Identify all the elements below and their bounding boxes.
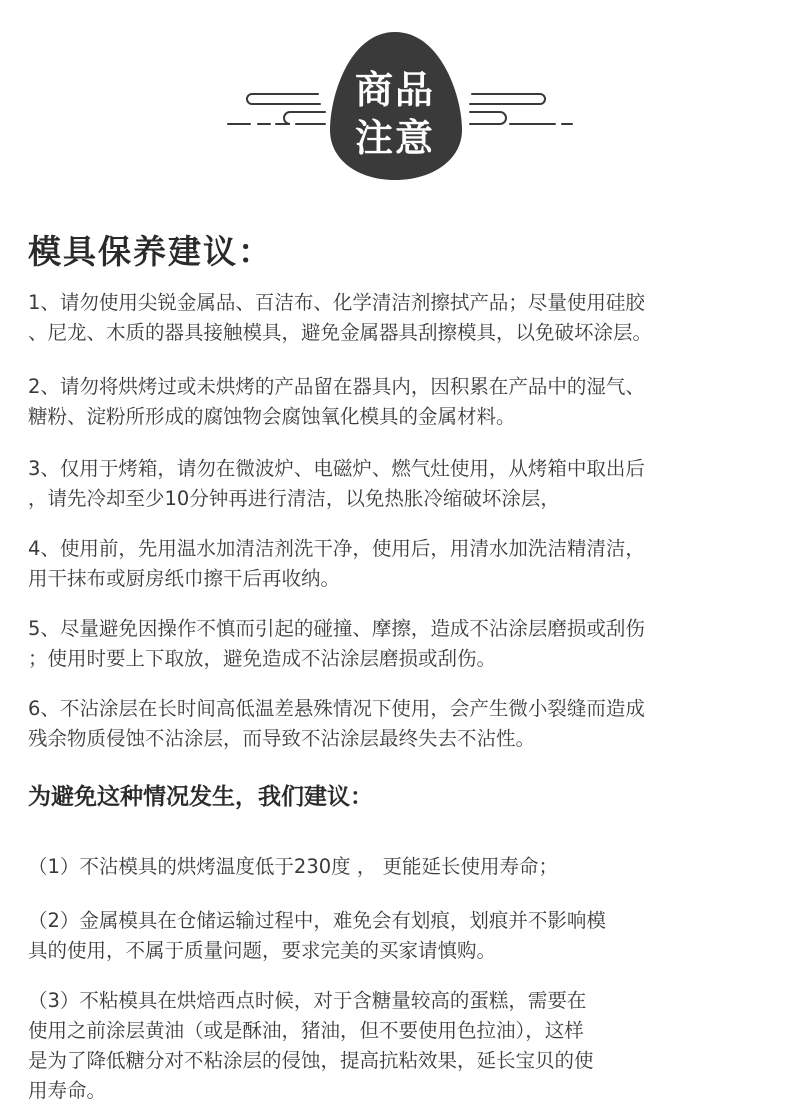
care-item-3-line-2: ，请先冷却至少10分钟再进行清洁，以免热胀冷缩破坏涂层，: [28, 487, 560, 510]
care-item-1: [28, 288, 776, 348]
care-item-4-line-1: 4、使用前，先用温水加清洁剂洗干净，使用后，用清水加洗洁精清洁，: [28, 537, 645, 560]
care-item-4-line-2: 用干抹布或厨房纸巾擦干后再收纳。: [28, 567, 341, 590]
badge-label: [333, 66, 457, 162]
care-item-6-line-1: 6、不沾涂层在长时间高低温差悬殊情况下使用，会产生微小裂缝而造成: [28, 697, 645, 720]
care-item-4: [28, 534, 776, 594]
care-item-5-line-2: ；使用时要上下取放，避免造成不沾涂层磨损或刮伤。: [28, 647, 497, 670]
care-item-2-line-1: 2、请勿将烘烤过或未烘烤的产品留在器具内，因积累在产品中的湿气、: [28, 375, 645, 398]
advice-item-2-line-1: （2）金属模具在仓储运输过程中，难免会有划痕，划痕并不影响模: [28, 909, 606, 932]
care-item-1-line-1: 1、请勿使用尖锐金属品、百洁布、化学清洁剂擦拭产品；尽量使用硅胶: [28, 291, 645, 314]
care-item-6-line-2: 残余物质侵蚀不沾涂层，而导致不沾涂层最终失去不沾性。: [28, 727, 536, 750]
advice-item-3-line-1: （3）不粘模具在烘焙西点时候，对于含糖量较高的蛋糕，需要在: [28, 989, 587, 1012]
advice-item-3-line-4: 用寿命。: [28, 1079, 107, 1102]
badge-line-1: 商品: [354, 68, 435, 112]
care-item-6: [28, 694, 776, 754]
advice-item-2: [28, 906, 776, 966]
care-item-3-line-1: 3、仅用于烤箱，请勿在微波炉、电磁炉、燃气灶使用，从烤箱中取出后: [28, 457, 645, 480]
advice-item-1-line-1: （1）不沾模具的烘烤温度低于230度 ， 更能延长使用寿命；: [28, 855, 559, 878]
care-item-5: [28, 614, 776, 674]
care-item-2-line-2: 糖粉、淀粉所形成的腐蚀物会腐蚀氧化模具的金属材料。: [28, 405, 516, 428]
advice-item-1: [28, 852, 776, 882]
care-item-3: [28, 454, 776, 514]
advice-item-2-line-2: 具的使用，不属于质量问题，要求完美的买家请慎购。: [28, 939, 497, 962]
care-item-1-line-2: 、尼龙、木质的器具接触模具，避免金属器具刮擦模具，以免破坏涂层。: [28, 321, 653, 344]
advice-item-3-line-3: 是为了降低糖分对不粘涂层的侵蚀，提高抗粘效果，延长宝贝的使: [28, 1049, 594, 1072]
advice-item-3: [28, 986, 776, 1106]
care-item-5-line-1: 5、尽量避免因操作不慎而引起的碰撞、摩擦，造成不沾涂层磨损或刮伤: [28, 617, 645, 640]
advice-title: 为避免这种情况发生，我们建议：: [28, 784, 373, 810]
badge-line-2: 注意: [354, 116, 435, 160]
care-item-2: [28, 372, 776, 432]
advice-item-3-line-2: 使用之前涂层黄油（或是酥油，猪油，但不要使用色拉油），这样: [28, 1019, 584, 1042]
header-banner: [0, 0, 790, 200]
care-title: 模具保养建议：: [28, 232, 273, 271]
